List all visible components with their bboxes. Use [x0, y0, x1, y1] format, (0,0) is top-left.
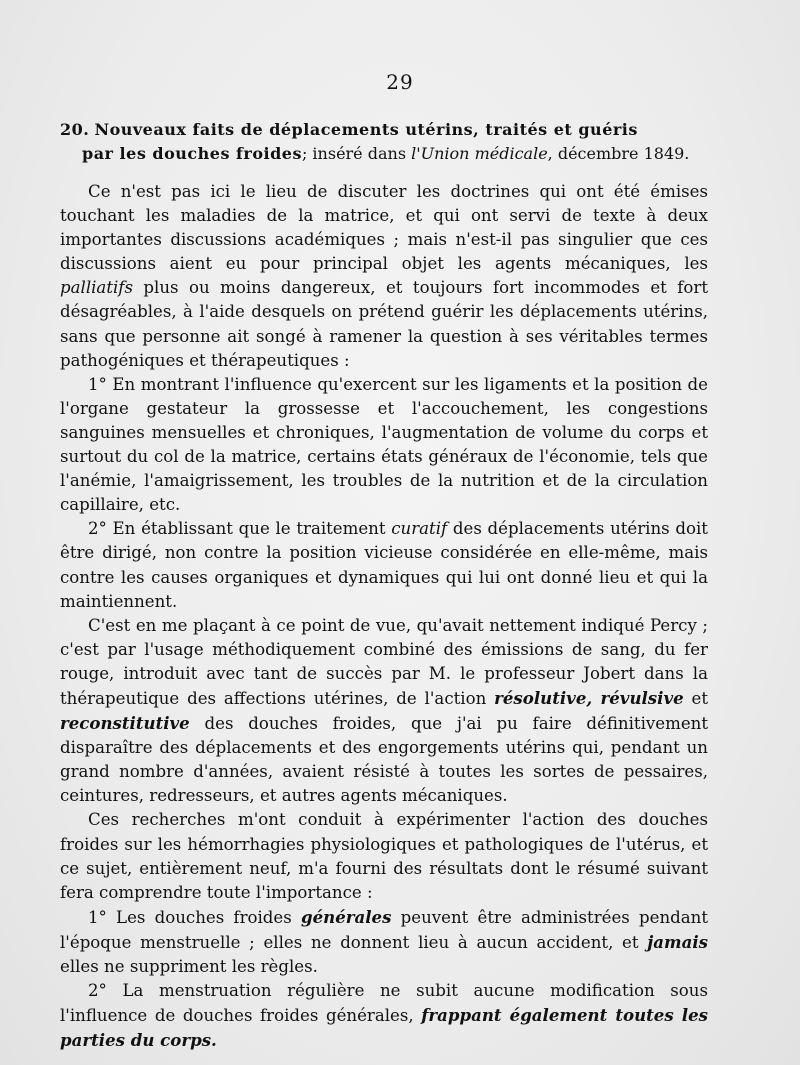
paragraph: [60, 373, 708, 518]
section-sep: ; inséré dans: [301, 144, 412, 163]
text-run: 1° En montrant l'influence qu'exercent sur les ligaments et la position de l'organe gestateur la grossesse et l'accouchement, les congestions sanguines mensuelles et chroniques, l'augmentation de volume du corps et surtout du col de la matrice, certains états généraux de l'économie, tels que l'anémie, l'amaigrissement, les troubles de la nutrition et de la circulation capillaire, etc.: [60, 374, 708, 515]
paragraph: [60, 979, 708, 1053]
body-text: [60, 180, 708, 1053]
text-run: et: [683, 688, 708, 708]
paragraph: [60, 517, 708, 613]
text-run: plus ou moins dangereux, et toujours fort incommodes et fort désagréables, à l'aide desquels on prétend guérir les déplacements utérins, sans que personne ait songé à ramener la question à ses véritables termes pathogéniques et thérapeutiques :: [60, 278, 708, 370]
text-run: elles ne suppriment les règles.: [60, 957, 318, 976]
text-run: 2° La menstruation régulière ne subit aucune modification sous l'influence de douches froides générales,: [60, 981, 708, 1026]
text-run: des déplacements utérins doit être dirigé, non contre la position vicieuse considérée en elle-même, mais contre les causes organiques et dynamiques qui lui ont donné lieu et qui la maintiennent.: [60, 519, 708, 611]
emphasis: curatif: [391, 519, 448, 539]
emphasis: palliatifs: [60, 278, 133, 298]
emphasis: reconstitutive: [60, 713, 190, 734]
text-run: Ce n'est pas ici le lieu de discuter les doctrines qui ont été émises touchant les maladies de la matrice, et qui ont servi de texte à deux importantes discussions académiques ; mais n'est-il pas singulier que ces discussions aient eu pour principal objet les agents mécaniques, les: [60, 182, 708, 274]
journal-name: l'Union médicale: [411, 144, 548, 163]
section-title-line2: [60, 142, 720, 166]
section-title-bold-end: par les douches froides: [82, 144, 302, 163]
text-run: des douches froides, que j'ai pu faire définitivement disparaître des déplacements et des engorgements utérins qui, pendant un grand nombre d'années, avaient résisté à toutes les sortes de pessaires, ceintures, redresseurs, et autres agents mécaniques.: [60, 714, 708, 806]
page-number: 29: [386, 70, 414, 94]
text-run: 1° Les douches froides: [88, 907, 301, 927]
emphasis: générales: [300, 906, 392, 927]
emphasis: résolutive, révulsive: [494, 687, 684, 708]
paragraph: [60, 905, 708, 979]
section-number: 20.: [60, 120, 90, 139]
text-run: peuvent être administrées pendant l'époque menstruelle ; elles ne donnent lieu à aucun accident, et: [60, 907, 708, 952]
publication-date: , décembre 1849.: [547, 144, 690, 163]
text-run: 2° En établissant que le traitement: [88, 519, 392, 539]
paragraph: [60, 180, 708, 373]
section-heading: [60, 118, 720, 166]
section-title-line1: Nouveaux faits de déplacements utérins, traités et guéris: [94, 120, 638, 139]
text-run: C'est en me plaçant à ce point de vue, qu'avait nettement indiqué Percy ; c'est par l'usage méthodiquement combiné des émissions de sang, du fer rouge, introduit avec tant de succès par M. le professeur Jobert dans la thérapeutique des affections utérines, de l'action: [60, 615, 708, 708]
emphasis: frappant également toutes les parties du corps.: [60, 1005, 708, 1051]
paragraph: [60, 614, 708, 809]
paragraph: [60, 808, 708, 904]
emphasis: jamais: [647, 931, 708, 952]
text-run: Ces recherches m'ont conduit à expérimenter l'action des douches froides sur les hémorrhagies physiologiques et pathologiques de l'utérus, et ce sujet, entièrement neuf, m'a fourni des résultats dont le résumé suivant fera comprendre toute l'importance :: [60, 810, 708, 902]
